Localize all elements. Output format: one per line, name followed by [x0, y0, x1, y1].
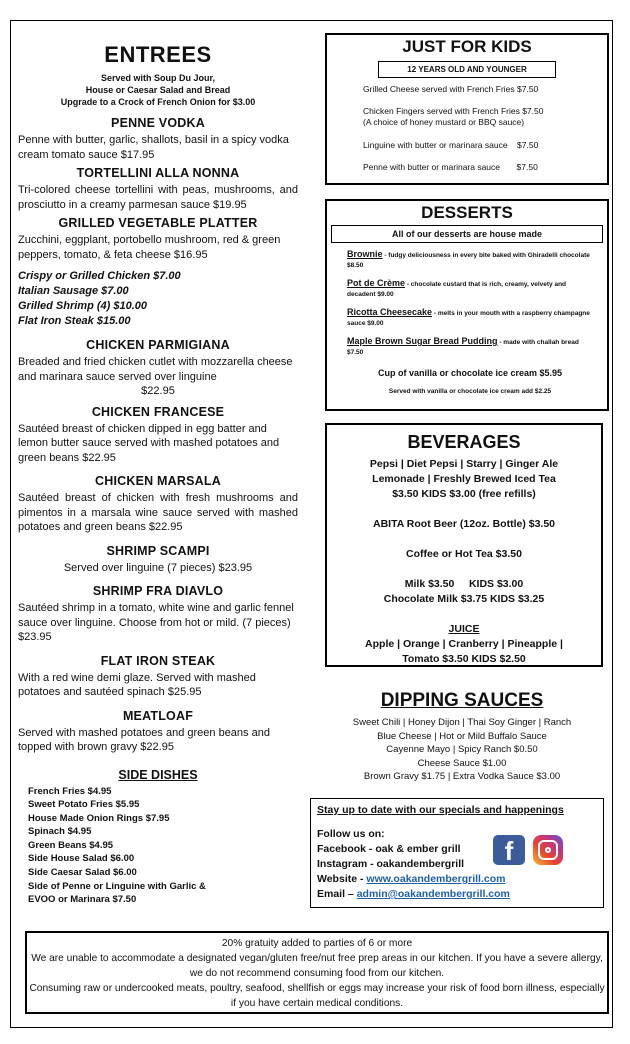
side-dish-item: Side of Penne or Linguine with Garlic &: [28, 880, 206, 892]
sauce-line: Cayenne Mayo | Spicy Ranch $0.50: [386, 744, 538, 756]
policy-notice-box: [25, 931, 609, 1014]
beverages-box: [325, 423, 603, 667]
facebook-line: Facebook - oak & ember grill: [317, 843, 461, 855]
beverages-list: [327, 457, 601, 667]
dish-description: Sautéed breast of chicken with fresh mushrooms and pimentos in a marsala wine sauce served with mashed potatoes and green beans $22.95: [18, 492, 298, 533]
dessert-name: Brownie: [347, 249, 383, 259]
instagram-handle: oakandembergrill: [376, 858, 465, 870]
beverage-line: Coffee or Hot Tea $3.50: [406, 548, 522, 560]
juice-title: JUICE: [448, 623, 480, 635]
dish-title: PENNE VODKA: [111, 116, 205, 130]
side-dish-item: Side House Salad $6.00: [28, 853, 135, 865]
dish-description: Sautéed breast of chicken dipped in egg batter and lemon butter sauce served with mashed potatoes and green beans $22.95: [18, 422, 280, 464]
sauce-line: Cheese Sauce $1.00: [417, 757, 507, 769]
dish-title: TORTELLINI ALLA NONNA: [76, 166, 240, 180]
dish-title: CHICKEN FRANCESE: [91, 404, 225, 419]
website-link[interactable]: www.oakandembergrill.com: [366, 873, 506, 885]
side-dish-item: House Made Onion Rings $7.95: [28, 812, 170, 824]
website-line: [317, 872, 603, 887]
dish-title: CHICKEN MARSALA: [95, 474, 221, 488]
entrees-title: ENTREES: [104, 42, 212, 67]
dessert-item: [347, 279, 593, 299]
dish-title: GRILLED VEGETABLE PLATTER: [58, 216, 258, 230]
beverage-line: Apple | Orange | Cranberry | Pineapple |: [365, 638, 563, 650]
side-dishes-title: SIDE DISHES: [118, 767, 198, 782]
beverage-line: Tomato $3.50 KIDS $2.50: [402, 653, 526, 665]
beverage-line: Pepsi | Diet Pepsi | Starry | Ginger Ale: [369, 458, 559, 470]
dish-description: Tri-colored cheese tortellini with peas, mushrooms, and prosciutto in a creamy parmesan sauce $19.95: [18, 184, 298, 211]
beverage-line: ABITA Root Beer (12oz. Bottle) $3.50: [372, 518, 556, 530]
addon-item: Italian Sausage $7.00: [18, 285, 129, 297]
desserts-list: [327, 243, 607, 395]
dessert-item: [347, 308, 593, 328]
kids-item-note: (A choice of honey mustard or BBQ sauce): [363, 117, 525, 127]
spacer: [327, 607, 601, 622]
dish-title: CHICKEN PARMIGIANA: [86, 338, 230, 352]
addon-item: Flat Iron Steak $15.00: [18, 315, 131, 327]
dish-description: With a red wine demi glaze. Served with mashed potatoes and sautéed spinach $25.95: [18, 671, 256, 698]
dish-description: Served over linguine (7 pieces) $23.95: [63, 561, 253, 574]
dish-price: $22.95: [141, 385, 175, 397]
dessert-desc: - fudgy deliciousness in every bite baked with Ghiradelli chocolate $8.50: [347, 252, 590, 269]
entrees-sub-line: Upgrade to a Crock of French Onion for $3.00: [60, 97, 256, 107]
dish-description: Zucchini, eggplant, portobello mushroom, red & green peppers, tomato, & feta cheese $16.95: [18, 234, 281, 261]
side-dishes-list: [18, 785, 298, 907]
beverage-line: Chocolate Milk $3.75 KIDS $3.25: [383, 593, 545, 605]
entrees-subtitle: [18, 72, 298, 108]
dessert-item: [347, 250, 593, 270]
beverage-line: $3.50 KIDS $3.00 (free refills): [392, 488, 536, 500]
spacer: [327, 562, 601, 577]
kids-item: Grilled Cheese served with French Fries $7.50: [363, 84, 539, 94]
food-safety-notice: Consuming raw or undercooked meats, poultry, seafood, shellfish or eggs may increase your risk of food born illness, especially if you have certain medical conditions.: [29, 983, 605, 1009]
gratuity-notice: 20% gratuity added to parties of 6 or more: [221, 938, 413, 949]
entrees-sub-line: Served with Soup Du Jour,: [100, 73, 216, 83]
side-dish-item: Sweet Potato Fries $5.95: [28, 799, 140, 811]
spacer: [327, 532, 601, 547]
dipping-sauces-list: [330, 716, 594, 784]
dish-title: SHRIMP FRA DIAVLO: [92, 584, 224, 598]
dessert-item: [347, 337, 593, 357]
dessert-name: Ricotta Cheesecake: [347, 307, 433, 317]
desserts-subtitle: All of our desserts are house made: [331, 225, 603, 243]
kids-age-note: 12 YEARS OLD AND YOUNGER: [378, 61, 556, 78]
side-dish-item: French Fries $4.95: [28, 785, 112, 797]
kids-menu-box: [325, 33, 609, 185]
kids-items: [327, 78, 597, 173]
sauce-line: Blue Cheese | Hot or Mild Buffalo Sauce: [377, 730, 547, 742]
dish-title: FLAT IRON STEAK: [100, 653, 216, 668]
dish-description: Penne with butter, garlic, shallots, basil in a spicy vodka cream tomato sauce $17.95: [18, 134, 289, 161]
dipping-sauces-section: [330, 690, 594, 784]
email-link[interactable]: admin@oakandembergrill.com: [356, 888, 510, 900]
email-line: [317, 887, 603, 902]
dessert-desc: - chocolate custard that is rich, creamy, velvety and decadent $9.00: [347, 281, 567, 298]
kids-item-main: Chicken Fingers served with French Fries $7.50: [363, 106, 544, 116]
dish-description: Served with mashed potatoes and green beans and topped with brown gravy $22.95: [18, 726, 270, 753]
side-dish-item: Green Beans $4.95: [28, 839, 114, 851]
entrees-sub-line: House or Caesar Salad and Bread: [85, 85, 231, 95]
dessert-desc: - melts in your mouth with a raspberry champagne sauce $9.00: [347, 310, 590, 327]
social-heading: Stay up to date with our specials and happenings: [317, 804, 564, 816]
kids-item: Penne with butter or marinara sauce $7.50: [363, 162, 538, 172]
dish-description: Breaded and fried chicken cutlet with mozzarella cheese and marinara sauce served over linguine: [18, 356, 293, 383]
sauce-line: Sweet Chili | Honey Dijon | Thai Soy Ginger | Ranch: [352, 717, 572, 728]
kids-item: [363, 106, 597, 128]
social-box: [310, 798, 604, 908]
protein-addons: [18, 269, 298, 329]
spacer: [327, 502, 601, 517]
website-label: Website -: [317, 873, 367, 885]
sauce-line: Brown Gravy $1.75 | Extra Vodka Sauce $3.00: [363, 771, 561, 783]
facebook-icon[interactable]: f: [493, 835, 525, 865]
instagram-icon[interactable]: [533, 835, 563, 865]
instagram-icon-lens: [545, 847, 551, 853]
ice-cream-item: Cup of vanilla or chocolate ice cream $5.95: [377, 368, 563, 378]
allergy-notice: We are unable to accommodate a designated vegan/gluten free/nut free prep areas in our kitchen. If you have a severe allergy, we do not recommend consuming food from our kitchen.: [31, 953, 603, 979]
addon-item: Grilled Shrimp (4) $10.00: [18, 300, 147, 312]
side-dish-item: Spinach $4.95: [28, 826, 92, 838]
dessert-name: Maple Brown Sugar Bread Pudding: [347, 336, 498, 346]
beverages-title: BEVERAGES: [407, 432, 521, 452]
dish-title: MEATLOAF: [122, 708, 194, 723]
desserts-box: [325, 199, 609, 411]
email-label: Email –: [317, 888, 357, 900]
desserts-title: DESSERTS: [421, 203, 513, 222]
entrees-section: [18, 20, 298, 907]
side-dish-item: EVOO or Marinara $7.50: [28, 894, 137, 906]
beverage-line: Lemonade | Freshly Brewed Iced Tea: [372, 473, 556, 485]
dish-title: SHRIMP SCAMPI: [106, 543, 210, 558]
instagram-icon-frame: [538, 840, 558, 860]
beverage-line: Milk $3.50 KIDS $3.00: [404, 578, 524, 590]
dessert-name: Pot de Crème: [347, 278, 406, 288]
side-dish-item: Side Caesar Salad $6.00: [28, 867, 137, 879]
kids-title: JUST FOR KIDS: [402, 37, 532, 56]
ice-cream-addon-note: Served with vanilla or chocolate ice cream add $2.25: [388, 388, 552, 395]
instagram-label: Instagram -: [317, 858, 377, 870]
dish-description: Sautéed shrimp in a tomato, white wine and garlic fennel sauce over linguine. Choose from hot or mild. (7 pieces) $23.95: [18, 602, 294, 643]
kids-item: Linguine with butter or marinara sauce $7.50: [363, 140, 539, 150]
dessert-desc: - made with challah bread $7.50: [347, 339, 579, 356]
addon-item: Crispy or Grilled Chicken $7.00: [18, 270, 181, 282]
follow-label: Follow us on:: [317, 828, 385, 840]
dipping-sauces-title: DIPPING SAUCES: [380, 690, 544, 711]
